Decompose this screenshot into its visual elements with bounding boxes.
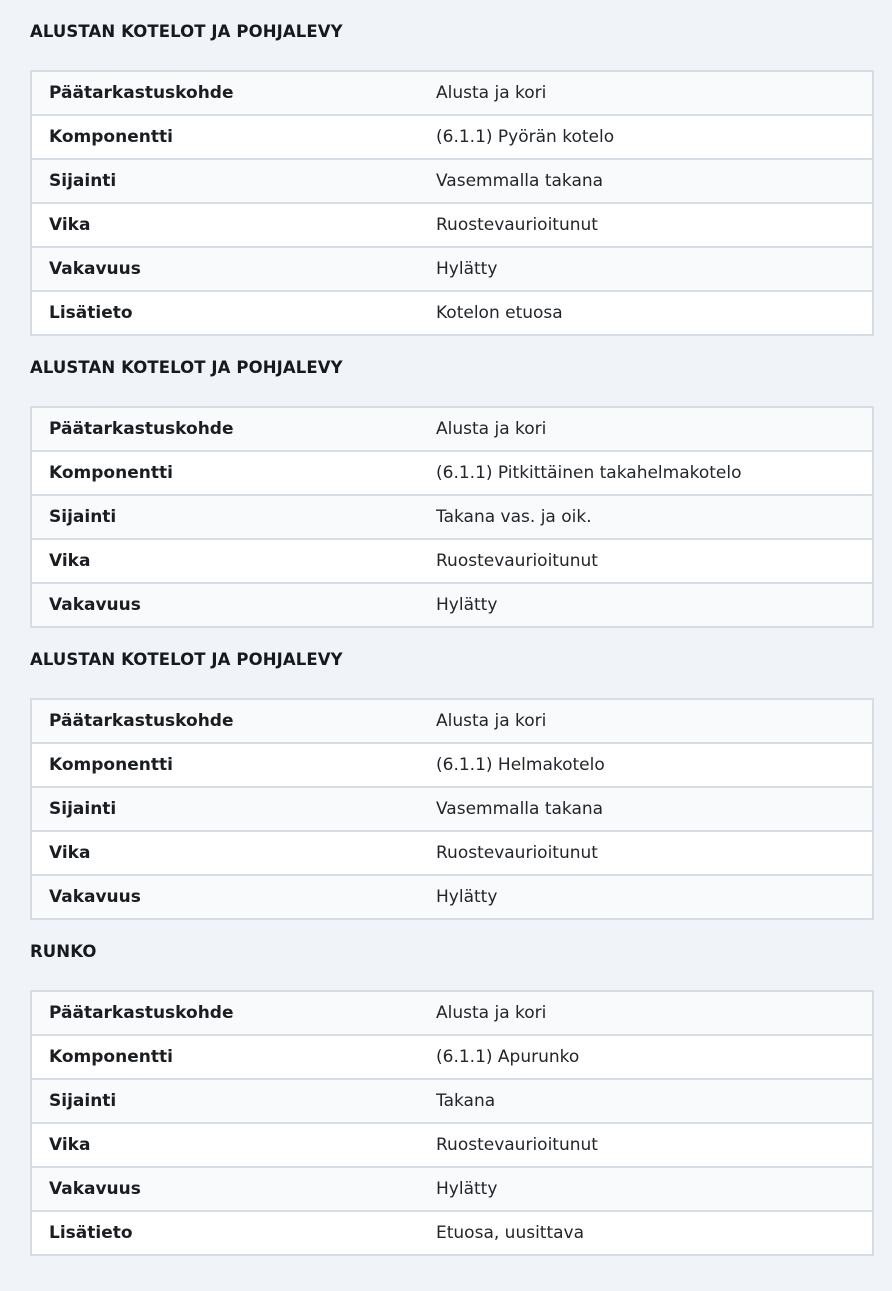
table-row (31, 583, 873, 627)
row-label: Vakavuus (31, 875, 419, 919)
table-row (31, 743, 873, 787)
defect-table (30, 70, 874, 336)
section-rear-sill (30, 336, 874, 628)
table-row (31, 451, 873, 495)
table-row (31, 495, 873, 539)
row-value: Vasemmalla takana (419, 159, 873, 203)
section-title: RUNKO (30, 942, 97, 961)
row-value: Alusta ja kori (436, 83, 547, 103)
row-value: Alusta ja kori (436, 419, 547, 439)
inspection-report (30, 0, 874, 1256)
row-label: Vika (31, 539, 419, 583)
table-row (31, 1167, 873, 1211)
row-value: Ruostevaurioitunut (419, 831, 873, 875)
table-row (31, 1035, 873, 1079)
row-value: (6.1.1) Pitkittäinen takahelmakotelo (419, 451, 873, 495)
defect-table (30, 406, 874, 628)
row-value: (6.1.1) Pyörän kotelo (419, 115, 873, 159)
row-label: Komponentti (31, 115, 419, 159)
table-row (31, 203, 873, 247)
table-row (31, 991, 873, 1035)
section-title: ALUSTAN KOTELOT JA POHJALEVY (30, 650, 343, 669)
row-label: Vakavuus (31, 1167, 419, 1211)
row-value: Kotelon etuosa (419, 291, 873, 335)
row-label: Päätarkastuskohde (49, 711, 234, 731)
table-row (31, 787, 873, 831)
row-value: (6.1.1) Apurunko (419, 1035, 873, 1079)
row-value: Alusta ja kori (436, 1003, 547, 1023)
defect-table (30, 698, 874, 920)
row-value: Hylätty (419, 247, 873, 291)
table-row (31, 831, 873, 875)
row-value: Ruostevaurioitunut (419, 203, 873, 247)
table-row (31, 699, 873, 743)
row-label: Komponentti (31, 1035, 419, 1079)
row-label: Päätarkastuskohde (49, 419, 234, 439)
table-row (31, 71, 873, 115)
row-label: Päätarkastuskohde (49, 1003, 234, 1023)
row-label: Lisätieto (31, 291, 419, 335)
table-row (31, 115, 873, 159)
defect-table (30, 990, 874, 1256)
row-label: Sijainti (31, 159, 419, 203)
row-label: Päätarkastuskohde (49, 83, 234, 103)
section-wheel-housing (30, 0, 874, 336)
row-label: Sijainti (31, 1079, 419, 1123)
section-title: ALUSTAN KOTELOT JA POHJALEVY (30, 358, 343, 377)
table-row (31, 291, 873, 335)
row-label: Vakavuus (31, 583, 419, 627)
row-label: Vakavuus (31, 247, 419, 291)
table-row (31, 247, 873, 291)
row-label: Komponentti (31, 743, 419, 787)
section-sill-housing (30, 628, 874, 920)
row-value: Hylätty (419, 1167, 873, 1211)
row-label: Vika (31, 1123, 419, 1167)
row-value: (6.1.1) Helmakotelo (419, 743, 873, 787)
row-value: Etuosa, uusittava (419, 1211, 873, 1255)
section-frame (30, 920, 874, 1256)
row-label: Komponentti (31, 451, 419, 495)
table-row (31, 1123, 873, 1167)
row-label: Sijainti (31, 495, 419, 539)
table-row (31, 159, 873, 203)
table-row (31, 407, 873, 451)
row-label: Lisätieto (31, 1211, 419, 1255)
row-value: Vasemmalla takana (419, 787, 873, 831)
row-value: Ruostevaurioitunut (419, 1123, 873, 1167)
row-label: Vika (31, 831, 419, 875)
section-title: ALUSTAN KOTELOT JA POHJALEVY (30, 22, 343, 41)
row-value: Hylätty (419, 875, 873, 919)
row-label: Sijainti (31, 787, 419, 831)
row-value: Hylätty (419, 583, 873, 627)
table-row (31, 539, 873, 583)
row-label: Vika (31, 203, 419, 247)
row-value: Alusta ja kori (436, 711, 547, 731)
table-row (31, 1211, 873, 1255)
row-value: Takana (419, 1079, 873, 1123)
table-row (31, 875, 873, 919)
row-value: Takana vas. ja oik. (419, 495, 873, 539)
row-value: Ruostevaurioitunut (419, 539, 873, 583)
table-row (31, 1079, 873, 1123)
